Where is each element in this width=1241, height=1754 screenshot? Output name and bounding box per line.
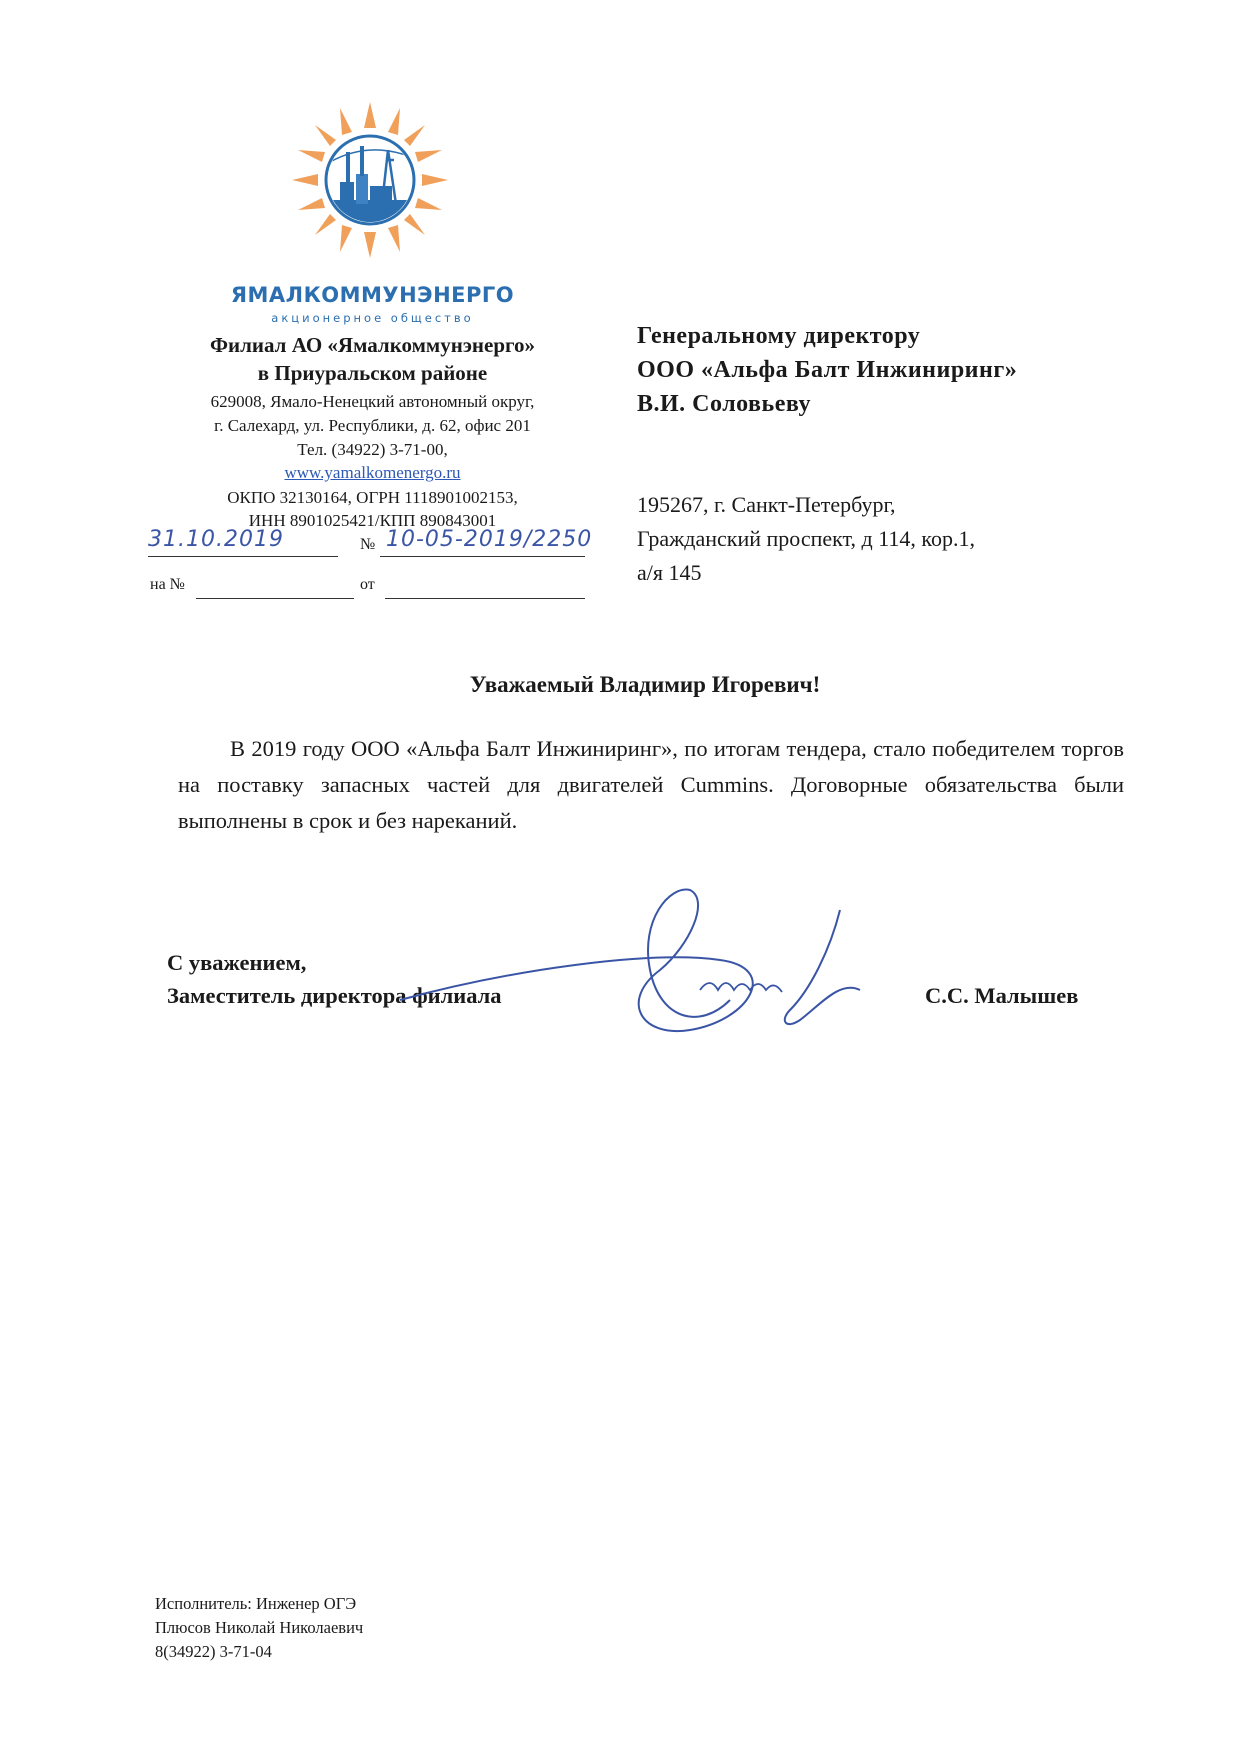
closing-phrase: С уважением, xyxy=(167,950,307,975)
letter-body: В 2019 году ООО «Альфа Балт Инжиниринг», по итогам тендера, стало победителем торгов на поставку запасных частей для двигателей Cummins. Договорные обязательства были выполнены в срок и без нареканий. xyxy=(178,736,1124,833)
sender-address-line2: г. Салехард, ул. Республики, д. 62, офис 201 xyxy=(214,416,531,435)
ref-number-line xyxy=(196,598,354,599)
recipient-address-line2: Гражданский проспект, д 114, кор.1, xyxy=(637,526,975,551)
executor-position: Исполнитель: Инженер ОГЭ xyxy=(155,1594,357,1613)
recipient-position: Генеральному директору xyxy=(637,323,921,349)
recipient-address-line1: 195267, г. Санкт-Петербург, xyxy=(637,492,896,517)
company-logo-icon xyxy=(290,100,450,260)
branch-name: Филиал АО «Ямалкоммунэнерго» xyxy=(209,333,536,357)
executor-name: Плюсов Николай Николаевич xyxy=(155,1618,364,1637)
brand-subtitle: акционерное общество xyxy=(271,311,474,325)
ref-date-line xyxy=(385,598,585,599)
signer-name: С.С. Малышев xyxy=(925,983,1079,1008)
number-underline xyxy=(380,556,585,557)
signature-icon xyxy=(390,880,950,1080)
sender-address-line1: 629008, Ямало-Ненецкий автономный округ, xyxy=(210,392,535,411)
letter-date: 31.10.2019 xyxy=(148,527,284,552)
number-label: № xyxy=(360,536,376,553)
date-underline xyxy=(148,556,338,557)
brand-name: ЯМАЛКОММУНЭНЕРГО xyxy=(230,283,515,307)
salutation: Уважаемый Владимир Игоревич! xyxy=(469,672,821,697)
letter-number: 10-05-2019/2250 xyxy=(386,527,593,552)
website-link[interactable]: www.yamalkomenergo.ru xyxy=(284,463,461,482)
recipient-name: В.И. Соловьеву xyxy=(637,391,812,417)
sender-codes-line2: ИНН 8901025421/КПП 890843001 xyxy=(248,511,497,530)
ref-from-label: от xyxy=(360,576,375,593)
executor-phone: 8(34922) 3-71-04 xyxy=(155,1642,272,1661)
signer-position: Заместитель директора филиала xyxy=(167,983,502,1008)
ref-label: на № xyxy=(150,576,185,593)
sender-phone: Тел. (34922) 3-71-00, xyxy=(297,440,448,459)
recipient-company: ООО «Альфа Балт Инжиниринг» xyxy=(637,357,1018,383)
sender-codes-line1: ОКПО 32130164, ОГРН 1118901002153, xyxy=(227,488,518,507)
recipient-address-line3: а/я 145 xyxy=(637,560,702,585)
branch-region: в Приуральском районе xyxy=(257,361,488,385)
